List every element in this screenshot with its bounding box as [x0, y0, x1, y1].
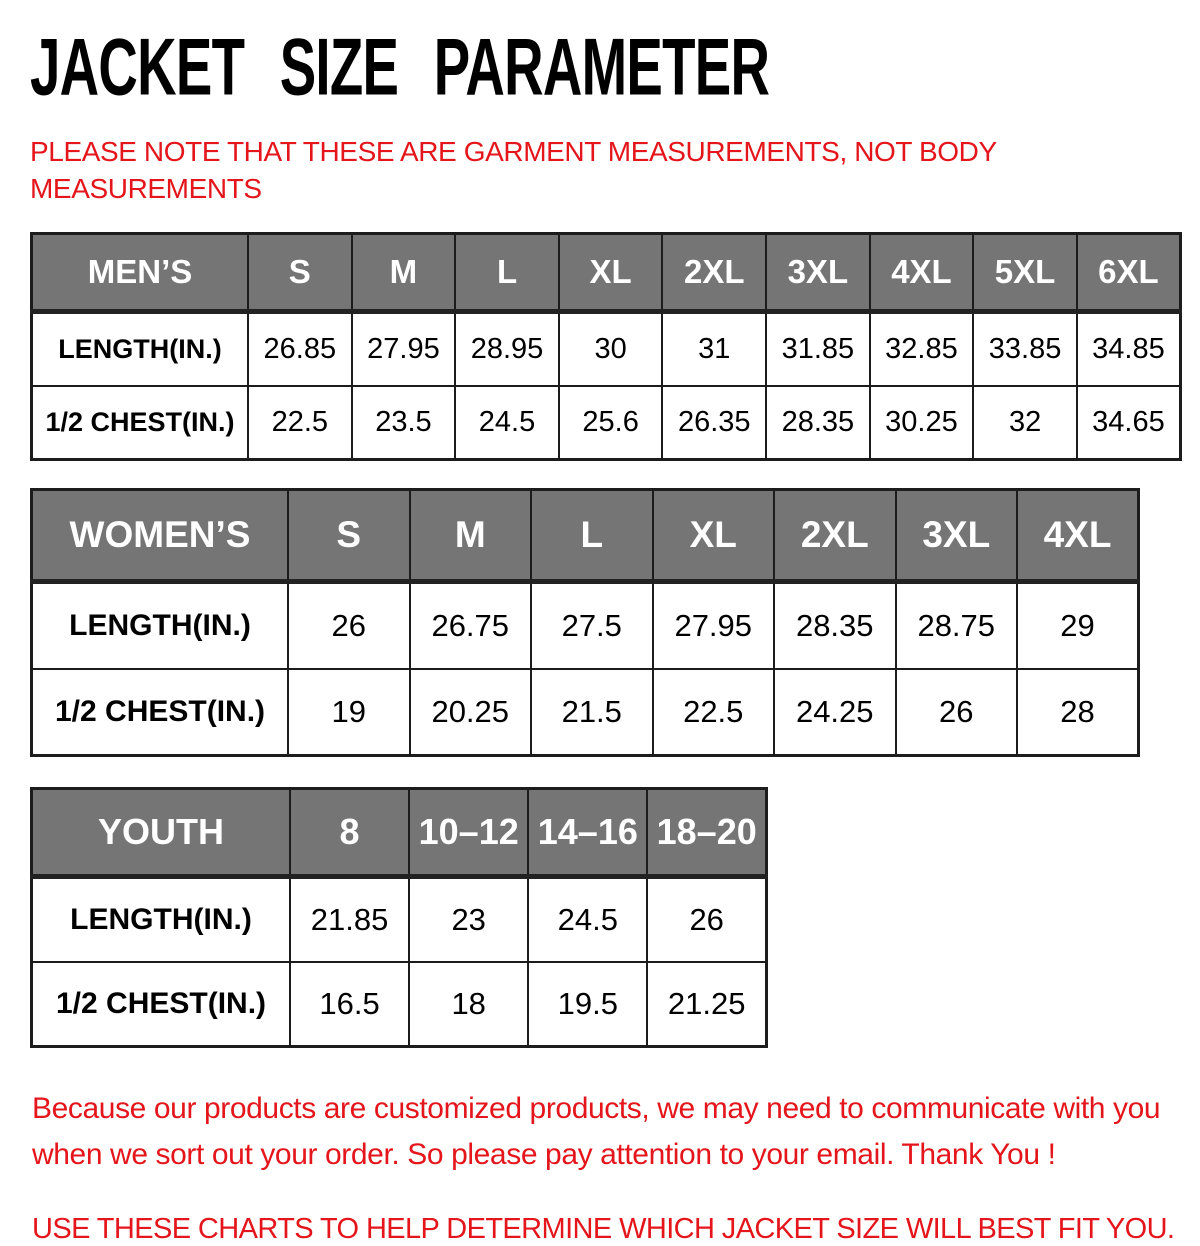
value-cell: 27.5: [531, 581, 653, 669]
value-cell: 30.25: [870, 386, 974, 460]
row-label-cell: LENGTH(IN.): [32, 311, 249, 386]
value-cell: 20.25: [410, 669, 532, 756]
notice-line-1: Because our products are customized products, we may need to communicate with you: [32, 1091, 1161, 1125]
mens-size-table: [30, 232, 1182, 461]
row-label-cell: LENGTH(IN.): [32, 581, 289, 669]
value-cell: 26: [896, 669, 1018, 756]
customization-notice: [32, 1086, 1172, 1179]
value-cell: 21.25: [647, 962, 766, 1047]
size-header-cell: XL: [559, 233, 663, 311]
size-header-cell: 5XL: [973, 233, 1077, 311]
value-cell: 34.65: [1077, 386, 1181, 460]
value-cell: 21.85: [290, 876, 409, 962]
size-header-cell: 3XL: [766, 233, 870, 311]
womens-size-table: [30, 488, 1140, 757]
header-row: [32, 788, 767, 876]
value-cell: 28.35: [766, 386, 870, 460]
measurement-row: [32, 311, 1181, 386]
size-header-cell: 14–16: [528, 788, 647, 876]
value-cell: 27.95: [653, 581, 775, 669]
value-cell: 27.95: [352, 311, 456, 386]
note-line-2: MEASUREMENTS: [30, 172, 262, 204]
size-header-cell: 4XL: [870, 233, 974, 311]
size-header-cell: L: [455, 233, 559, 311]
value-cell: 19: [288, 669, 410, 756]
value-cell: 19.5: [528, 962, 647, 1047]
size-header-cell: S: [248, 233, 352, 311]
youth-size-table: [30, 787, 768, 1048]
value-cell: 24.5: [455, 386, 559, 460]
row-label-cell: 1/2 CHEST(IN.): [32, 669, 289, 756]
size-header-cell: L: [531, 489, 653, 581]
table-title-cell: WOMEN’S: [32, 489, 289, 581]
size-header-cell: M: [352, 233, 456, 311]
value-cell: 30: [559, 311, 663, 386]
value-cell: 32.85: [870, 311, 974, 386]
value-cell: 26.85: [248, 311, 352, 386]
value-cell: 23: [409, 876, 528, 962]
page-title: JACKET SIZE PARAMETER: [30, 20, 770, 113]
value-cell: 33.85: [973, 311, 1077, 386]
measurement-row: [32, 581, 1139, 669]
row-label-cell: 1/2 CHEST(IN.): [32, 962, 291, 1047]
value-cell: 26.75: [410, 581, 532, 669]
value-cell: 34.85: [1077, 311, 1181, 386]
header-row: [32, 489, 1139, 581]
size-header-cell: 10–12: [409, 788, 528, 876]
size-header-cell: 6XL: [1077, 233, 1181, 311]
size-header-cell: S: [288, 489, 410, 581]
garment-measurement-note: [30, 134, 1172, 208]
size-header-cell: 3XL: [896, 489, 1018, 581]
size-header-cell: 8: [290, 788, 409, 876]
size-header-cell: M: [410, 489, 532, 581]
value-cell: 21.5: [531, 669, 653, 756]
table-title-cell: MEN’S: [32, 233, 249, 311]
measurement-row: [32, 876, 767, 962]
size-header-cell: 4XL: [1017, 489, 1139, 581]
value-cell: 28.95: [455, 311, 559, 386]
value-cell: 24.5: [528, 876, 647, 962]
value-cell: 18: [409, 962, 528, 1047]
value-cell: 25.6: [559, 386, 663, 460]
header-row: [32, 233, 1181, 311]
value-cell: 31.85: [766, 311, 870, 386]
value-cell: 24.25: [774, 669, 896, 756]
value-cell: 29: [1017, 581, 1139, 669]
measurement-row: [32, 669, 1139, 756]
row-label-cell: LENGTH(IN.): [32, 876, 291, 962]
size-header-cell: 2XL: [662, 233, 766, 311]
value-cell: 31: [662, 311, 766, 386]
value-cell: 28: [1017, 669, 1139, 756]
value-cell: 26: [288, 581, 410, 669]
value-cell: 32: [973, 386, 1077, 460]
row-label-cell: 1/2 CHEST(IN.): [32, 386, 249, 460]
value-cell: 22.5: [248, 386, 352, 460]
size-header-cell: XL: [653, 489, 775, 581]
measurement-row: [32, 962, 767, 1047]
fit-advice-text: USE THESE CHARTS TO HELP DETERMINE WHICH JACKET SIZE WILL BEST FIT YOU.: [32, 1212, 1175, 1245]
note-line-1: PLEASE NOTE THAT THESE ARE GARMENT MEASUREMENTS, NOT BODY: [30, 136, 997, 167]
table-title-cell: YOUTH: [32, 788, 291, 876]
value-cell: 16.5: [290, 962, 409, 1047]
value-cell: 22.5: [653, 669, 775, 756]
notice-line-2: when we sort out your order. So please pay attention to your email. Thank You !: [32, 1138, 1056, 1172]
measurement-row: [32, 386, 1181, 460]
value-cell: 28.75: [896, 581, 1018, 669]
value-cell: 26.35: [662, 386, 766, 460]
value-cell: 23.5: [352, 386, 456, 460]
size-header-cell: 2XL: [774, 489, 896, 581]
size-header-cell: 18–20: [647, 788, 766, 876]
value-cell: 26: [647, 876, 766, 962]
value-cell: 28.35: [774, 581, 896, 669]
